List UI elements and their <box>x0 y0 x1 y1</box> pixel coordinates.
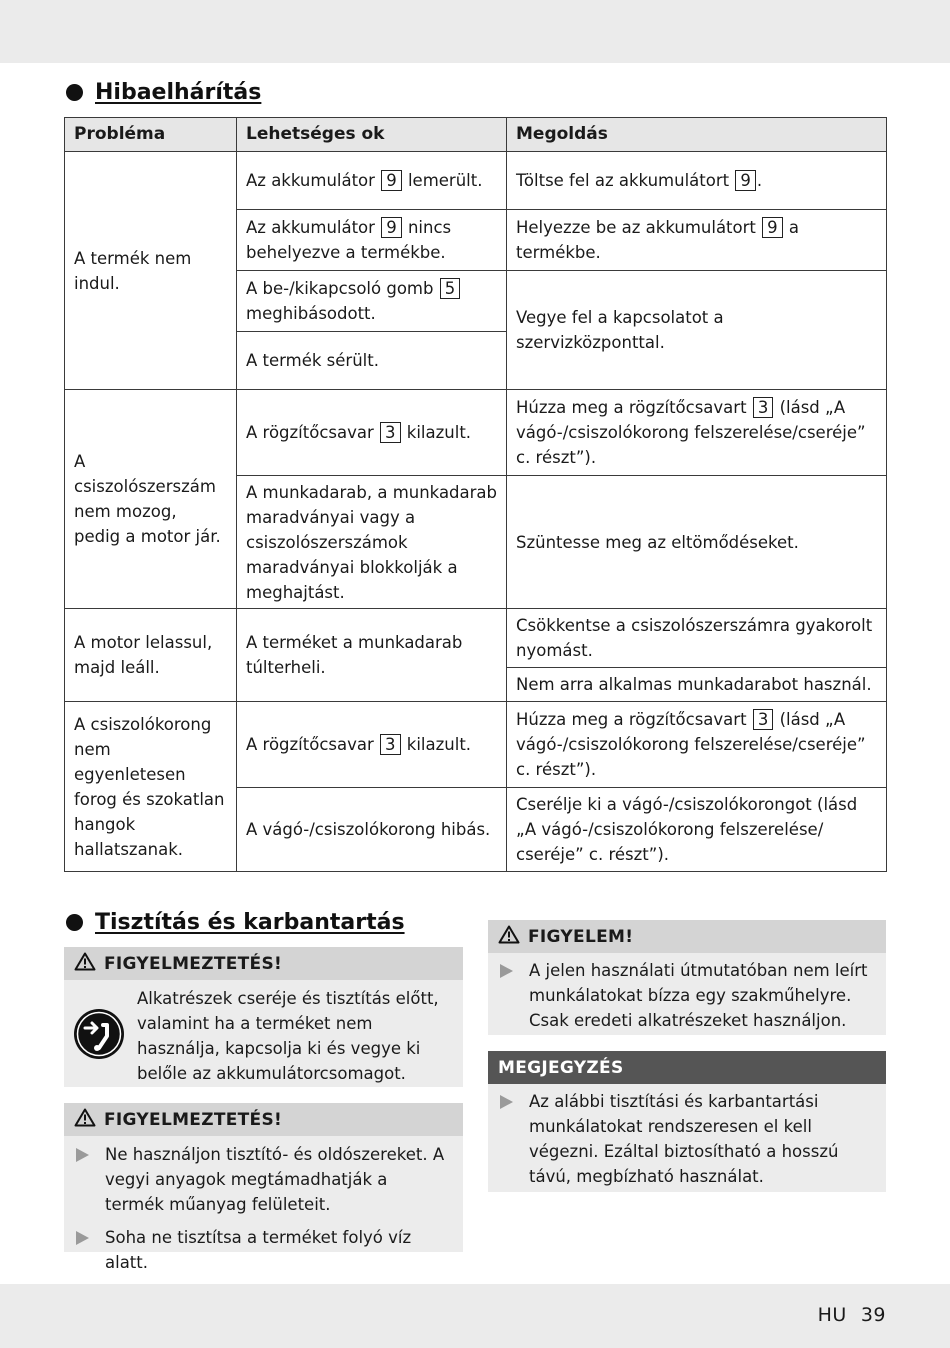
part-ref: 3 <box>380 422 401 443</box>
solution-cell: Nem arra alkalmas munkadarabot használ. <box>507 668 887 702</box>
part-ref: 9 <box>381 217 402 238</box>
cause-cell: A munkadarab, a munkadarab maradványai vagy a csiszolószerszámok maradványai blokkolják a meghajtást. <box>237 476 507 609</box>
part-ref: 5 <box>440 278 461 299</box>
section-heading-cleaning <box>66 910 405 935</box>
warning-text: Alkatrészek cseréje és tisztítás előtt, valamint ha a terméket nem használja, kapcsolja ki és vegye ki belőle az akkumulátorcsomagot. <box>137 989 439 1083</box>
list-item: A jelen használati útmutatóban nem leírt munkálatokat bízza egy szakműhelyre. Csak eredeti alkatrészeket használjon. <box>488 958 886 1033</box>
part-ref: 3 <box>753 397 774 418</box>
bullet-dot <box>66 914 83 931</box>
note-header: MEGJEGYZÉS <box>488 1051 886 1084</box>
solution-cell: Csökkentse a csiszolószerszámra gyakorolt nyomást. <box>507 609 887 668</box>
column-header: Probléma <box>65 118 237 152</box>
section-title: Hibaelhárítás <box>95 80 262 105</box>
solution-cell: Húzza meg a rögzítőcsavart 3 (lásd „A vágó-/csiszolókorong felszerelése/cseréje” c. részt”). <box>507 702 887 788</box>
problem-cell: A motor lelassul, majd leáll. <box>65 609 237 702</box>
solution-cell: Szüntesse meg az eltömődéseket. <box>507 476 887 609</box>
column-header: Lehetséges ok <box>237 118 507 152</box>
warning-panel-power <box>64 947 463 1087</box>
warning-header: FIGYELMEZTETÉS! <box>64 1103 463 1136</box>
cause-cell: A vágó-/csiszolókorong hibás. <box>237 788 507 872</box>
part-ref: 9 <box>735 170 756 191</box>
warning-triangle-icon <box>74 952 96 976</box>
warning-triangle-icon <box>498 925 520 949</box>
list-item: Ne használjon tisztító- és oldószereket. A vegyi anyagok megtámadhatják a termék műanyag felületeit. <box>64 1142 463 1217</box>
section-heading-troubleshooting <box>66 80 261 105</box>
warning-header: FIGYELMEZTETÉS! <box>64 947 463 980</box>
warning-panel-cleaning-agents <box>64 1103 463 1272</box>
bullet-dot <box>66 84 83 101</box>
bullet-triangle-icon <box>76 1231 89 1245</box>
bottom-band <box>0 1284 950 1348</box>
cause-cell: Az akkumulátor 9 lemerült. <box>237 152 507 210</box>
part-ref: 9 <box>381 170 402 191</box>
solution-cell: Helyezze be az akkumulátort 9 a termékbe. <box>507 210 887 271</box>
part-ref: 3 <box>380 734 401 755</box>
solution-cell: Töltse fel az akkumulátort 9 . <box>507 152 887 210</box>
troubleshooting-table <box>64 117 887 872</box>
page-footer <box>818 1304 886 1326</box>
cause-cell: A rögzítőcsavar 3 kilazult. <box>237 702 507 788</box>
solution-cell: Cserélje ki a vágó-/csiszolókorongot (lásd „A vágó-/csiszolókorong felszerelése/ cseréje” c. részt”). <box>507 788 887 872</box>
solution-cell: Vegye fel a kapcsolatot a szervizközponttal. <box>507 271 887 390</box>
table-row <box>65 702 887 788</box>
cause-cell: A rögzítőcsavar 3 kilazult. <box>237 390 507 476</box>
part-ref: 9 <box>762 217 783 238</box>
unplug-battery-icon <box>73 1008 125 1086</box>
problem-cell: A csiszolókorong nem egyenletesen forog és szokatlan hangok hallatszanak. <box>65 702 237 872</box>
caution-header: FIGYELEM! <box>488 920 886 953</box>
solution-cell: Húzza meg a rögzítőcsavart 3 (lásd „A vágó-/csiszolókorong felszerelése/cseréje” c. részt”). <box>507 390 887 476</box>
warning-body <box>64 980 463 1086</box>
page-number: 39 <box>860 1304 886 1326</box>
problem-cell: A termék nem indul. <box>65 152 237 390</box>
list-item: Az alábbi tisztítási és karbantartási munkálatokat rendszeresen el kell végezni. Ezáltal biztosítható a hosszú távú, megbízható használat. <box>488 1089 886 1189</box>
table-row <box>65 152 887 210</box>
part-ref: 3 <box>753 709 774 730</box>
bullet-triangle-icon <box>76 1148 89 1162</box>
column-header: Megoldás <box>507 118 887 152</box>
section-title: Tisztítás és karbantartás <box>95 910 405 935</box>
language-code: HU <box>817 1304 847 1326</box>
problem-cell: A csiszolószerszám nem mozog, pedig a motor jár. <box>65 390 237 609</box>
cause-cell: A termék sérült. <box>237 332 507 390</box>
table-row <box>65 390 887 476</box>
caution-panel <box>488 920 886 1035</box>
table-header-row <box>65 118 887 152</box>
note-panel <box>488 1051 886 1192</box>
warning-triangle-icon <box>74 1108 96 1132</box>
table-row <box>65 609 887 668</box>
bullet-triangle-icon <box>500 964 513 978</box>
cause-cell: A be-/kikapcsoló gomb 5 meghibásodott. <box>237 271 507 332</box>
cause-cell: Az akkumulátor 9 nincs behelyezve a termékbe. <box>237 210 507 271</box>
cause-cell: A terméket a munkadarab túlterheli. <box>237 609 507 702</box>
bullet-triangle-icon <box>500 1095 513 1109</box>
list-item: Soha ne tisztítsa a terméket folyó víz alatt. <box>64 1225 463 1275</box>
top-band <box>0 0 950 63</box>
